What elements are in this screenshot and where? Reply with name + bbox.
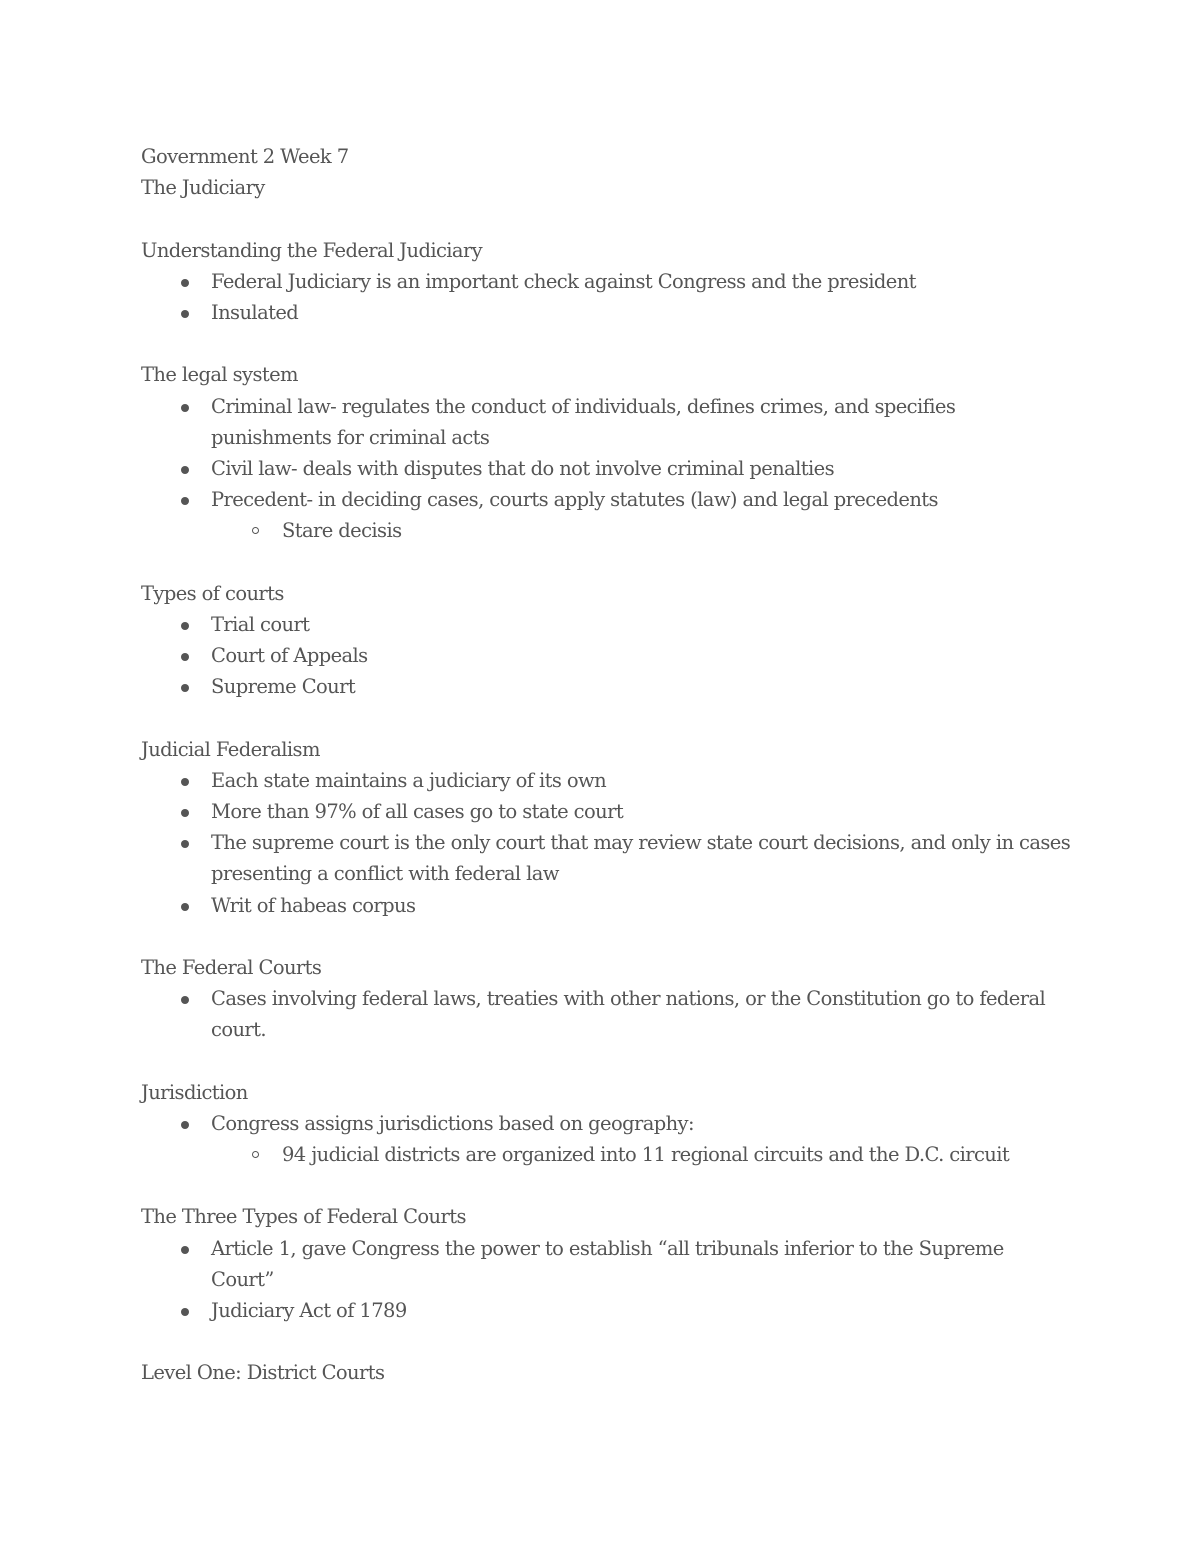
document-title: Government 2 Week 7 (141, 145, 349, 168)
list-item: The supreme court is the only court that may review state court decisions, and only in cases presenting a conflict with federal law (141, 827, 1071, 889)
hollow-bullet-icon (252, 1151, 259, 1158)
section-heading: The legal system (141, 363, 298, 387)
list-item: Writ of habeas corpus (141, 890, 1071, 921)
bullet-icon (181, 840, 189, 848)
list-item: Each state maintains a judiciary of its own (141, 765, 1071, 796)
list-item: Supreme Court (141, 671, 1071, 702)
bullet-icon (181, 1308, 189, 1316)
list-item: Criminal law- regulates the conduct of individuals, defines crimes, and specifies punishments for criminal acts (141, 391, 1071, 453)
list-item: Civil law- deals with disputes that do not involve criminal penalties (141, 453, 1071, 484)
section-heading: Jurisdiction (141, 1080, 248, 1104)
bullet-icon (181, 404, 189, 412)
bullet-icon (181, 996, 189, 1004)
section-heading: The Federal Courts (141, 955, 322, 979)
list-item: More than 97% of all cases go to state court (141, 796, 1071, 827)
bullet-icon (181, 1121, 189, 1129)
bullet-icon (181, 778, 189, 786)
list-item: Judiciary Act of 1789 (141, 1295, 1071, 1326)
section-heading: The Three Types of Federal Courts (141, 1205, 466, 1229)
section-heading: Level One: District Courts (141, 1361, 385, 1385)
bullet-icon (181, 622, 189, 630)
hollow-bullet-icon (252, 527, 259, 534)
list-item: Insulated (141, 297, 1071, 328)
bullet-icon (181, 653, 189, 661)
bullet-icon (181, 497, 189, 505)
bullet-icon (181, 684, 189, 692)
bullet-icon (181, 1246, 189, 1254)
document-page (141, 141, 1071, 1389)
bullet-icon (181, 466, 189, 474)
list-item: Cases involving federal laws, treaties with other nations, or the Constitution go to federal court. (141, 983, 1071, 1045)
bullet-icon (181, 310, 189, 318)
bullet-icon (181, 279, 189, 287)
section-heading: Judicial Federalism (141, 737, 320, 761)
list-item: Congress assigns jurisdictions based on geography: (141, 1108, 1071, 1139)
bullet-icon (181, 809, 189, 817)
document-subtitle: The Judiciary (141, 176, 265, 200)
sub-list-item: Stare decisis (141, 515, 1071, 546)
section-heading: Types of courts (141, 581, 284, 605)
list-item: Federal Judiciary is an important check against Congress and the president (141, 266, 1071, 297)
section-heading: Understanding the Federal Judiciary (141, 238, 483, 262)
list-item: Trial court (141, 609, 1071, 640)
list-item: Court of Appeals (141, 640, 1071, 671)
list-item: Article 1, gave Congress the power to establish “all tribunals inferior to the Supreme Court” (141, 1233, 1071, 1295)
list-item: Precedent- in deciding cases, courts apply statutes (law) and legal precedents (141, 484, 1071, 515)
sub-list-item: 94 judicial districts are organized into 11 regional circuits and the D.C. circuit (141, 1139, 1071, 1170)
bullet-icon (181, 903, 189, 911)
